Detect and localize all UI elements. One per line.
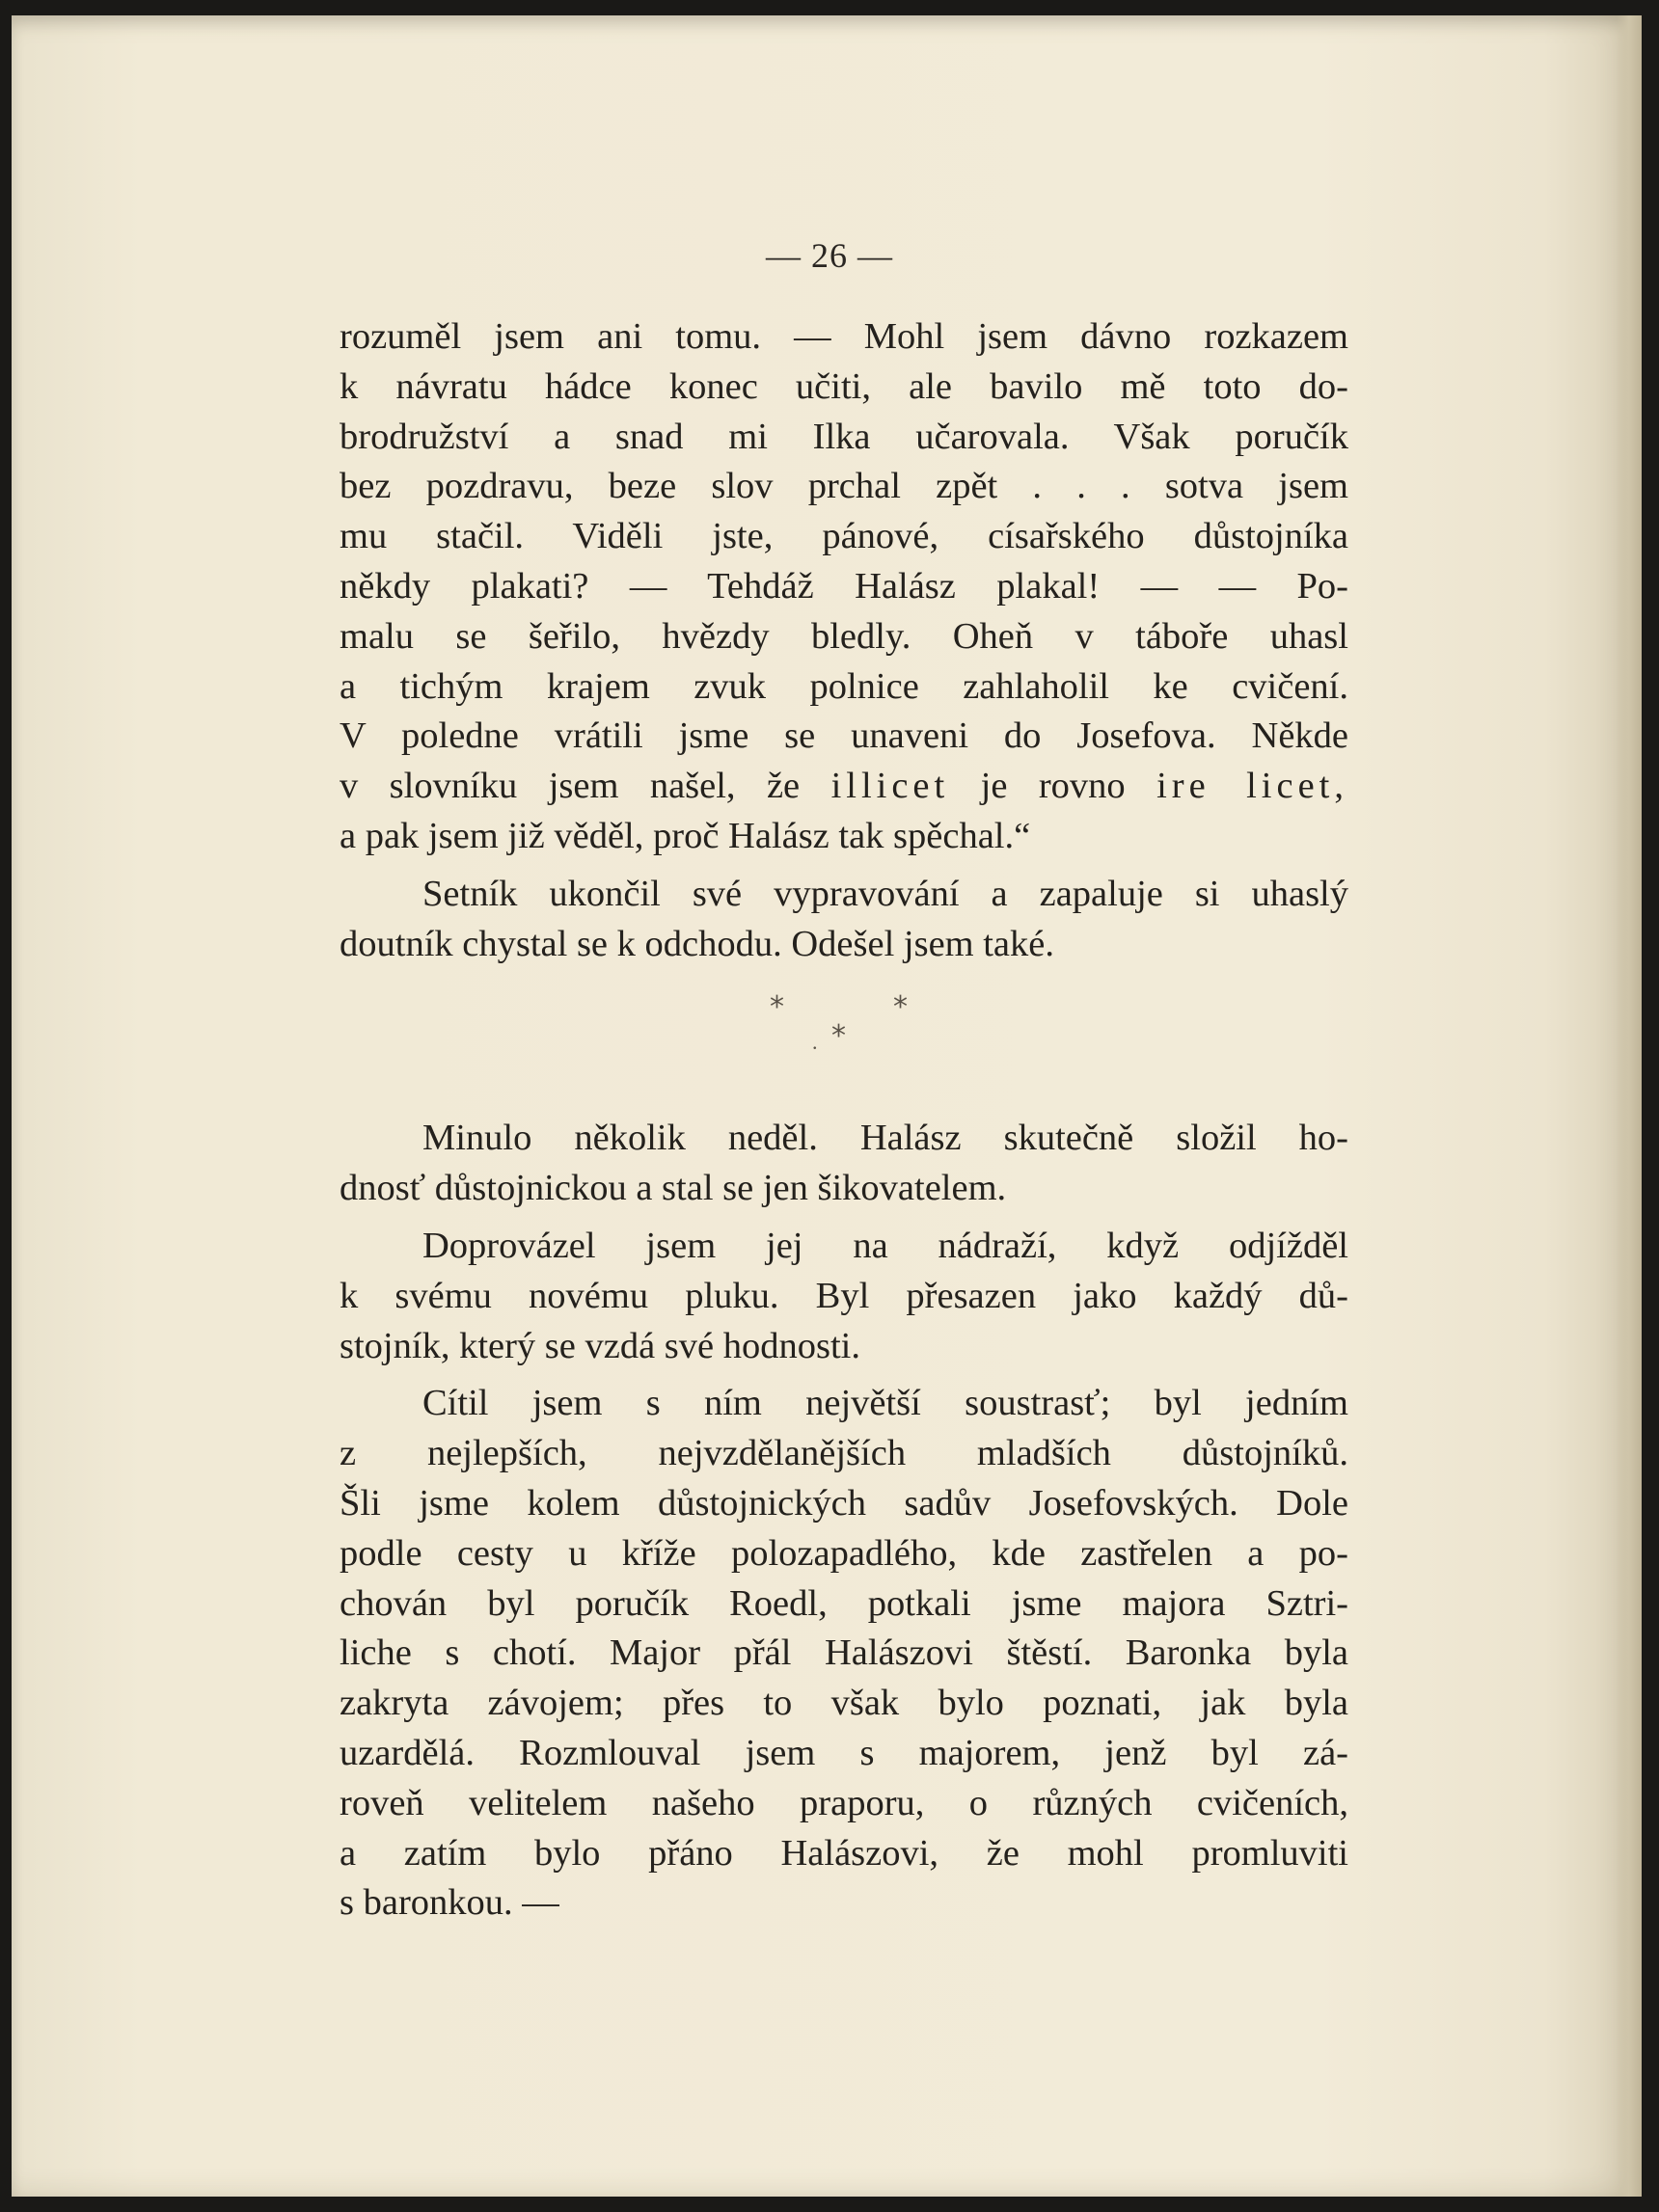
text-line: liche s chotí. Major přál Halászovi štěstí. Baronka byla [340, 1632, 1348, 1674]
text-line-with-emphasis [340, 762, 1348, 812]
text-line: malu se šeřilo, hvězdy bledly. Oheň v táboře uhasl [340, 615, 1348, 657]
text-line: zakryta závojem; přes to však bylo poznati, jak byla [340, 1683, 1348, 1724]
page-spine-shadow [1617, 15, 1642, 2197]
text-line: doutník chystal se k odchodu. Odešel jsem také. [340, 923, 1054, 964]
text-line: někdy plakati? — Tehdáž Halász plakal! — — Po- [340, 565, 1348, 607]
text-line: z nejlepších, nejvzdělanějších mladších důstojníků. [340, 1433, 1348, 1474]
paragraph-4 [340, 1222, 1348, 1371]
text-line: Šli jsme kolem důstojnických sadův Josefovských. Dole [340, 1482, 1348, 1524]
text-run: v slovníku jsem našel, že [340, 766, 831, 807]
text-line: Cítil jsem s ním největší soustrasť; byl jedním [422, 1383, 1348, 1424]
paragraph-3 [340, 1114, 1348, 1214]
asterisk-icon: * [893, 990, 908, 1025]
text-line: k svému novému pluku. Byl přesazen jako každý dů- [340, 1275, 1348, 1316]
text-line: a tichým krajem zvuk polnice zahlaholil ke cvičení. [340, 665, 1348, 707]
text-line: k návratu hádce konec učiti, ale bavilo mě toto do- [340, 365, 1348, 407]
page-text [340, 312, 1348, 1929]
text-line: s baronkou. — [340, 1882, 559, 1924]
text-line: Doprovázel jsem jej na nádraží, když odjížděl [422, 1225, 1348, 1266]
text-line: podle cesty u kříže polozapadlého, kde zastřelen a po- [340, 1532, 1348, 1574]
text-line: dnosť důstojnickou a stal se jen šikovatelem. [340, 1168, 1007, 1209]
paragraph-2 [340, 870, 1348, 970]
text-line: a pak jsem již věděl, proč Halász tak spěchal.“ [340, 815, 1031, 856]
text-line: V poledne vrátili jsme se unaveni do Josefova. Někde [340, 715, 1348, 757]
asterisk-icon: * [770, 990, 784, 1025]
text-line: rozuměl jsem ani tomu. — Mohl jsem dávno rozkazem [340, 316, 1348, 357]
asterisk-icon: * [831, 1019, 846, 1054]
text-line: uzardělá. Rozmlouval jsem s majorem, jenž byl zá- [340, 1732, 1348, 1773]
text-line: chován byl poručík Roedl, potkali jsme majora Sztri- [340, 1582, 1348, 1624]
text-line: roveň velitelem našeho praporu, o různých cvičeních, [340, 1782, 1348, 1823]
text-line: brodružství a snad mi Ilka učarovala. Však poručík [340, 416, 1348, 457]
text-line: stojník, který se vzdá své hodnosti. [340, 1325, 860, 1366]
emphasis-ire-licet: ire licet, [1156, 766, 1349, 807]
section-separator [340, 969, 1348, 1114]
text-line: mu stačil. Viděli jste, pánové, císařského důstojníka [340, 516, 1348, 557]
dot-icon: . [812, 1030, 818, 1055]
text-line: Minulo několik neděl. Halász skutečně složil ho- [422, 1118, 1348, 1159]
page-number: — 26 — [766, 236, 893, 275]
text-line: Setník ukončil své vypravování a zapaluje si uhaslý [422, 873, 1348, 914]
emphasis-illicet: illicet [830, 766, 950, 807]
text-line: bez pozdravu, beze slov prchal zpět . . . sotva jsem [340, 466, 1348, 507]
text-run: je rovno [949, 766, 1157, 807]
paragraph-1 [340, 312, 1348, 862]
text-line: a zatím bylo přáno Halászovi, že mohl promluviti [340, 1832, 1348, 1874]
paragraph-5 [340, 1379, 1348, 1929]
